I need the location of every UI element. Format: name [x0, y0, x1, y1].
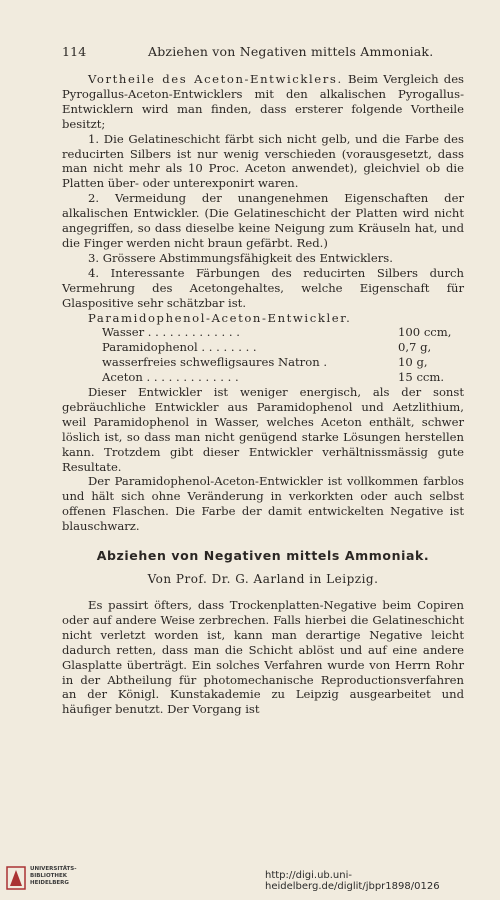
- recipe-row: [102, 355, 464, 370]
- ingredient-amount: 10 g,: [398, 355, 428, 370]
- section-title: Abziehen von Negativen mittels Ammoniak.: [96, 548, 430, 563]
- source-url-link[interactable]: http://digi.ub.uni-heidelberg.de/diglit/jbpr1898/0126: [265, 870, 440, 892]
- library-line-1: UNIVERSITÄTS-: [30, 866, 77, 872]
- ingredient-name: Paramidophenol . . . . . . . .: [102, 340, 257, 355]
- advantage-3: 3. Grössere Abstimmungsfähigkeit des Entwicklers.: [88, 250, 393, 265]
- advantage-2: 2. Vermeidung der unangenehmen Eigenschaften der alkalischen Entwickler. (Die Gelatineschicht der Platten wird nicht angegriffen, so dass dieselbe keine Neigung zum Kräuseln hat, und die Finger werden nicht braun gefärbt. Red.): [62, 191, 464, 250]
- ingredient-amount: 15 ccm.: [398, 370, 445, 385]
- page-number: 114: [62, 44, 87, 59]
- recipe-list: [102, 325, 464, 385]
- developer-paragraph-2: Der Paramidophenol-Aceton-Entwickler ist vollkommen farblos und hält sich ohne Veränderung in verkorkten oder auch selbst offenen Flaschen. Die Farbe der damit entwickelten Negative ist blauschwarz.: [62, 474, 464, 534]
- page-footer: [0, 864, 500, 894]
- intro-heading: Vortheile des Aceton-Entwicklers.: [88, 72, 343, 86]
- intro-text: Beim Vergleich des Pyrogallus-Aceton-Entwicklers mit den alkalischen Pyrogallus-Entwicklern wird man finden, dass ersterer folgende Vortheile besitzt;: [62, 72, 465, 131]
- recipe-title: Paramidophenol-Aceton-Entwickler.: [88, 310, 352, 325]
- ingredient-amount: 0,7 g,: [398, 340, 432, 355]
- library-logo-icon: [6, 866, 26, 890]
- ingredient-name: Aceton . . . . . . . . . . . . .: [102, 370, 239, 385]
- ingredient-amount: 100 ccm,: [398, 325, 452, 340]
- intro-paragraph: [62, 72, 464, 132]
- library-line-2: BIBLIOTHEK: [30, 873, 68, 879]
- developer-paragraph-1: Dieser Entwickler ist weniger energisch, als der sonst gebräuchliche Entwickler aus Paramidophenol und Aetzlithium, weil Paramidophenol in Wasser, welches Aceton enthält, schwer löslich ist, so dass man nicht genügend starke Lösungen herstellen kann. Trotzdem gibt dieser Entwickler verhältnissmässig gute Resultate.: [62, 385, 464, 474]
- section-ammoniak-text: [62, 598, 464, 717]
- author-byline: Von Prof. Dr. G. Aarland in Leipzig.: [147, 572, 379, 586]
- ingredient-name: Wasser . . . . . . . . . . . . .: [102, 325, 240, 340]
- advantage-4: 4. Interessante Färbungen des reducirten Silbers durch Vermehrung des Acetongehaltes, welche Eigenschaft für Glaspositive sehr schätzbar ist.: [62, 265, 464, 310]
- recipe-row: [102, 370, 464, 385]
- running-title: Abziehen von Negativen mittels Ammoniak.: [148, 44, 434, 59]
- running-header: [62, 44, 462, 62]
- ingredient-name: wasserfreies schwefligsaures Natron .: [102, 355, 328, 370]
- advantage-1: 1. Die Gelatineschicht färbt sich nicht gelb, und die Farbe des reducirten Silbers ist nur wenig verschieden (vorausgesetzt, dass man nicht mehr als 10 Proc. Aceton anwendet), gleichviel ob die Platten über- oder unterexponirt waren.: [62, 131, 464, 191]
- library-line-3: HEIDELBERG: [30, 880, 69, 886]
- library-name: [30, 866, 77, 887]
- section-aceton-text: [62, 72, 464, 534]
- ammoniak-paragraph: Es passirt öfters, dass Trockenplatten-Negative beim Copiren oder auf andere Weise zerbrechen. Falls hierbei die Gelatineschicht nicht verletzt worden ist, kann man derartige Negative leicht dadurch retten, dass man die Schicht ablöst und auf eine andere Glasplatte überträgt. Ein solches Verfahren wurde von Herrn Rohr in der Abtheilung für photomechanische Reproductionsverfahren an der Königl. Kunstakademie zu Leipzig ausgearbeitet und häufiger benutzt. Der Vorgang ist: [62, 598, 464, 717]
- recipe-row: [102, 325, 464, 340]
- recipe-row: [102, 340, 464, 355]
